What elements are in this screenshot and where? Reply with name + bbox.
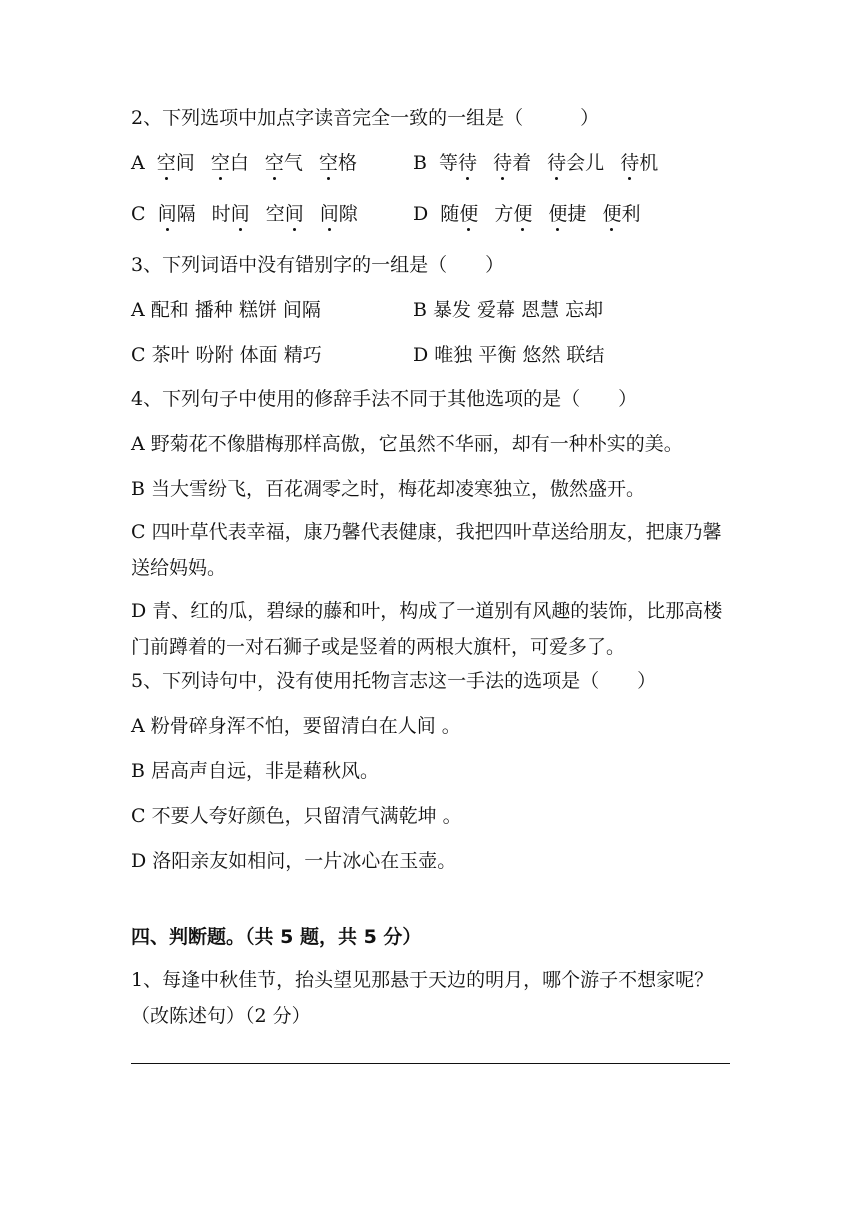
emphasis-dot xyxy=(327,177,330,180)
section4-q1: 1、每逢中秋佳节，抬头望见那悬于天边的明月，哪个游子不想家呢？（改陈述句）（2 分） xyxy=(131,969,714,1027)
option-label: A xyxy=(131,152,145,174)
emphasis-dot xyxy=(219,177,222,180)
word: 随便 xyxy=(440,201,478,227)
option-label: B xyxy=(413,152,427,174)
q5-option-d: D 洛阳亲友如相问，一片冰心在玉壶。 xyxy=(131,850,457,872)
option-label: D xyxy=(413,203,429,225)
q4-option-d: D 青、红的瓜，碧绿的藤和叶，构成了一道别有风趣的装饰，比那高楼门前蹲着的一对石狮子或是竖着的两根大旗杆，可爱多了。 xyxy=(131,600,723,658)
q3-option-a: A 配和 播种 糕饼 间隔 xyxy=(131,299,321,321)
emphasis-dot xyxy=(501,177,504,180)
word: 空间 xyxy=(266,201,304,227)
emphasis-dot xyxy=(555,177,558,180)
word: 便捷 xyxy=(548,201,586,227)
emphasis-dot xyxy=(239,228,242,231)
emphasis-dot xyxy=(556,228,559,231)
option-label: C xyxy=(131,203,146,225)
word: 空白 xyxy=(211,150,249,176)
emphasis-dot xyxy=(293,228,296,231)
q5-stem: 5、下列诗句中，没有使用托物言志这一手法的选项是（ ） xyxy=(131,670,657,692)
word: 间隙 xyxy=(320,201,358,227)
word: 空格 xyxy=(319,150,357,176)
word: 待着 xyxy=(493,150,531,176)
emphasis-dot xyxy=(628,177,631,180)
word: 等待 xyxy=(439,150,477,176)
q3-option-d: D 唯独 平衡 悠然 联结 xyxy=(413,344,605,366)
q4-stem: 4、下列句子中使用的修辞手法不同于其他选项的是（ ） xyxy=(131,388,638,410)
q2-option-d xyxy=(413,201,650,227)
answer-line xyxy=(131,1063,730,1064)
emphasis-dot xyxy=(467,228,470,231)
emphasis-dot xyxy=(466,177,469,180)
word: 空气 xyxy=(265,150,303,176)
emphasis-dot xyxy=(166,228,169,231)
q3-option-c: C 茶叶 吩附 体面 精巧 xyxy=(131,344,322,366)
emphasis-dot xyxy=(273,177,276,180)
word: 方便 xyxy=(494,201,532,227)
q2-stem: 2、下列选项中加点字读音完全一致的一组是（ ） xyxy=(131,107,600,129)
q5-option-b: B 居高声自远，非是藉秋风。 xyxy=(131,760,380,782)
q5-option-a: A 粉骨碎身浑不怕，要留清白在人间 。 xyxy=(131,715,461,737)
section-heading: 四、判断题。（共 5 题，共 5 分） xyxy=(131,926,422,948)
word: 间隔 xyxy=(158,201,196,227)
q2-option-b xyxy=(413,150,668,176)
emphasis-dot xyxy=(165,177,168,180)
q2-option-a xyxy=(131,150,367,176)
emphasis-dot xyxy=(328,228,331,231)
q3-option-b: B 暴发 爱幕 恩慧 忘却 xyxy=(413,299,604,321)
emphasis-dot xyxy=(610,228,613,231)
q4-option-b: B 当大雪纷飞，百花凋零之时，梅花却凌寒独立，傲然盛开。 xyxy=(131,478,646,500)
q4-option-c: C 四叶草代表幸福，康乃馨代表健康，我把四叶草送给朋友，把康乃馨送给妈妈。 xyxy=(131,521,722,579)
word: 时间 xyxy=(212,201,250,227)
word: 待机 xyxy=(620,150,658,176)
q3-stem: 3、下列词语中没有错别字的一组是（ ） xyxy=(131,254,505,276)
emphasis-dot xyxy=(521,228,524,231)
q5-option-c: C 不要人夸好颜色，只留清气满乾坤 。 xyxy=(131,805,462,827)
q2-option-c xyxy=(131,201,368,227)
q4-option-a: A 野菊花不像腊梅那样高傲，它虽然不华丽，却有一种朴实的美。 xyxy=(131,433,683,455)
word: 便利 xyxy=(602,201,640,227)
word: 空间 xyxy=(157,150,195,176)
word: 待会儿 xyxy=(547,150,604,176)
